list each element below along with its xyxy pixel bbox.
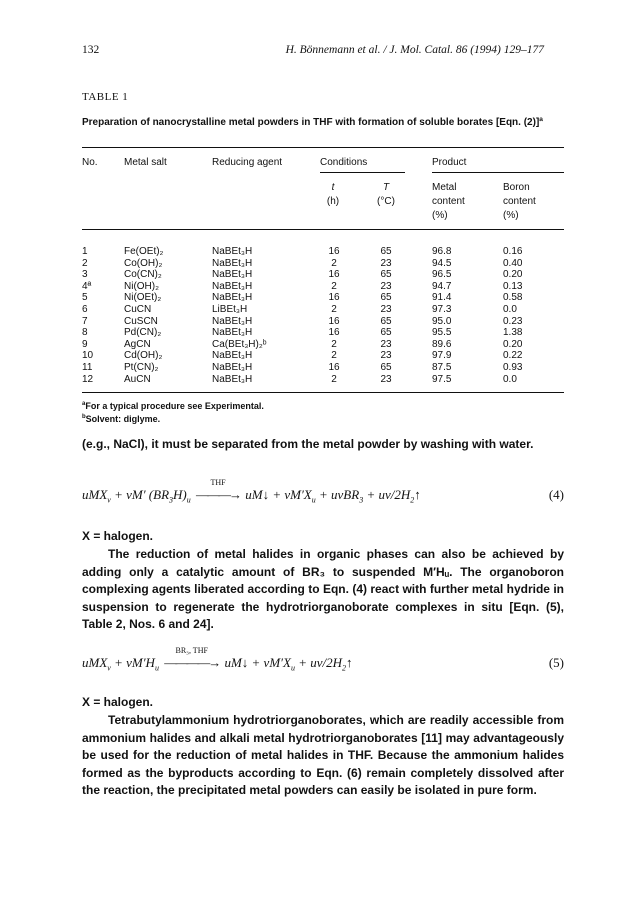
col-header-T: T bbox=[382, 182, 390, 193]
cell-no: 12 bbox=[82, 373, 94, 385]
col-header-T-unit: (°C) bbox=[377, 196, 395, 207]
table-caption: Preparation of nanocrystalline metal powders in THF with formation of soluble borates [Eqn. (2)]ª bbox=[82, 117, 543, 128]
cell-salt: Co(CN)₂ bbox=[124, 269, 162, 281]
cell-boron: 0.40 bbox=[503, 257, 523, 269]
table-row bbox=[82, 269, 564, 281]
cell-boron: 0.13 bbox=[503, 280, 523, 292]
cell-t: 16 bbox=[328, 361, 340, 373]
col-header-product: Product bbox=[432, 157, 467, 168]
running-title: H. Bönnemann et al. / J. Mol. Catal. 86 (1994) 129–177 bbox=[285, 44, 544, 56]
cell-no: 5 bbox=[82, 292, 88, 304]
cell-agent: NaBEt₃H bbox=[212, 373, 253, 385]
cell-metal: 97.9 bbox=[432, 350, 452, 362]
equation-5: $uMX_v + vM'H_u$ BR₃, THF ————→ uM↓ + $vM'X_u$ + $uv/2H_2↑$ (5) bbox=[82, 646, 564, 673]
cell-salt: Cd(OH)₂ bbox=[124, 350, 163, 362]
cell-t: 2 bbox=[331, 257, 337, 269]
cell-metal: 91.4 bbox=[432, 292, 452, 304]
cell-boron: 0.23 bbox=[503, 315, 523, 327]
cell-metal: 89.6 bbox=[432, 338, 452, 350]
table-row bbox=[82, 350, 564, 362]
paragraph-1: (e.g., NaCl), it must be separated from the metal powder by washing with water. bbox=[82, 437, 534, 451]
cell-boron: 0.58 bbox=[503, 292, 523, 304]
table-row bbox=[82, 362, 564, 374]
conditions-subrule bbox=[320, 172, 405, 173]
cell-boron: 0.0 bbox=[503, 373, 517, 385]
halogen-note-2: X = halogen. bbox=[82, 695, 154, 709]
table-row bbox=[82, 281, 564, 293]
cell-boron: 0.93 bbox=[503, 361, 523, 373]
cell-no: 10 bbox=[82, 350, 94, 362]
cell-t: 2 bbox=[331, 303, 337, 315]
cell-T: 23 bbox=[380, 350, 392, 362]
cell-t: 16 bbox=[328, 269, 340, 281]
cell-t: 16 bbox=[328, 315, 340, 327]
equation-4: uMX$_v$ + vM′ $(BR_3H)_u$ THF ———→ uM↓ + $vM'X_u$ + uvBR$_3$ + $uv/2H_2↑$ (4) bbox=[82, 478, 564, 505]
product-subrule bbox=[432, 172, 564, 173]
col-header-metal: Metal bbox=[432, 182, 457, 193]
table-row bbox=[82, 258, 564, 270]
cell-metal: 95.5 bbox=[432, 327, 452, 339]
cell-salt: CuSCN bbox=[124, 315, 158, 327]
col-header-metal-unit: (%) bbox=[432, 210, 448, 221]
cell-no: 2 bbox=[82, 257, 88, 269]
cell-t: 2 bbox=[331, 350, 337, 362]
cell-t: 16 bbox=[328, 246, 340, 257]
table-label: TABLE 1 bbox=[82, 91, 129, 103]
cell-metal: 97.3 bbox=[432, 303, 452, 315]
cell-agent: Ca(BEt₃H)₂ᵇ bbox=[212, 338, 267, 350]
equation-4-number: (4) bbox=[548, 487, 564, 502]
cell-salt: Fe(OEt)₂ bbox=[124, 246, 164, 257]
cell-boron: 0.0 bbox=[503, 303, 517, 315]
cell-T: 65 bbox=[380, 361, 392, 373]
cell-boron: 0.22 bbox=[503, 350, 523, 362]
cell-metal: 87.5 bbox=[432, 361, 452, 373]
cell-agent: NaBEt₃H bbox=[212, 350, 253, 362]
cell-salt: AuCN bbox=[124, 373, 151, 385]
footnote-a-text: For a typical procedure see Experimental. bbox=[85, 401, 264, 411]
cell-metal: 94.5 bbox=[432, 257, 452, 269]
cell-boron: 0.20 bbox=[503, 338, 523, 350]
cell-t: 2 bbox=[331, 373, 337, 385]
col-header-t-unit: (h) bbox=[326, 196, 340, 207]
cell-no: 3 bbox=[82, 269, 88, 281]
cell-agent: NaBEt₃H bbox=[212, 327, 253, 339]
cell-agent: NaBEt₃H bbox=[212, 315, 253, 327]
col-header-metal-content: content bbox=[432, 196, 465, 207]
equation-5-number: (5) bbox=[548, 655, 564, 670]
col-header-t: t bbox=[331, 182, 335, 193]
cell-metal: 97.5 bbox=[432, 373, 452, 385]
cell-boron: 1.38 bbox=[503, 327, 523, 339]
cell-metal: 96.5 bbox=[432, 269, 452, 281]
col-header-reducing-agent: Reducing agent bbox=[212, 157, 283, 168]
cell-salt: Pt(CN)₂ bbox=[124, 361, 159, 373]
cell-T: 23 bbox=[380, 280, 392, 292]
table-top-rule bbox=[82, 147, 564, 148]
cell-no: 1 bbox=[82, 246, 88, 257]
equation-4-condition: THF bbox=[210, 478, 226, 487]
page-number: 132 bbox=[82, 44, 100, 56]
paragraph-2: The reduction of metal halides in organic phases can also be achieved by adding only a catalytic amount of BR₃ to suspended M′Hᵤ. The organoboron complexing agents liberated according to Eqn. (4) react with further metal hydride in suspension to regenerate the hydrotriorganoborate complexes in situ [Eqn. (5), Table 2, Nos. 6 and 24]. bbox=[82, 547, 564, 631]
cell-t: 16 bbox=[328, 327, 340, 339]
table-row bbox=[82, 246, 564, 258]
cell-no: 6 bbox=[82, 303, 88, 315]
cell-T: 65 bbox=[380, 246, 392, 257]
table-row bbox=[82, 292, 564, 304]
cell-metal: 96.8 bbox=[432, 246, 452, 257]
table-row bbox=[82, 374, 564, 386]
cell-T: 65 bbox=[380, 327, 392, 339]
cell-salt: Ni(OEt)₂ bbox=[124, 292, 162, 304]
cell-T: 23 bbox=[380, 338, 392, 350]
cell-no: 8 bbox=[82, 327, 88, 339]
footnote-a: $^a$For a typical procedure see Experimental. bbox=[82, 401, 264, 411]
col-header-boron: Boron bbox=[503, 182, 530, 193]
table-bottom-rule bbox=[82, 392, 564, 393]
table-header-rule bbox=[82, 229, 564, 230]
cell-no: 7 bbox=[82, 315, 88, 327]
cell-T: 23 bbox=[380, 373, 392, 385]
cell-t: 2 bbox=[331, 280, 337, 292]
cell-no: 4ª bbox=[82, 280, 92, 292]
equation-5-condition: BR₃, THF bbox=[175, 646, 208, 655]
col-header-metal-salt: Metal salt bbox=[124, 157, 167, 168]
footnote-b-text: Solvent: diglyme. bbox=[85, 414, 161, 424]
cell-T: 65 bbox=[380, 315, 392, 327]
col-header-no: No. bbox=[82, 157, 98, 168]
cell-agent: NaBEt₃H bbox=[212, 280, 253, 292]
cell-agent: NaBEt₃H bbox=[212, 246, 253, 257]
cell-agent: NaBEt₃H bbox=[212, 292, 253, 304]
table-row bbox=[82, 316, 564, 328]
cell-boron: 0.16 bbox=[503, 246, 523, 257]
cell-salt: Ni(OH)₂ bbox=[124, 280, 159, 292]
table-row bbox=[82, 304, 564, 316]
cell-t: 16 bbox=[328, 292, 340, 304]
cell-T: 23 bbox=[380, 303, 392, 315]
page-header bbox=[82, 44, 544, 56]
cell-salt: CuCN bbox=[124, 303, 152, 315]
cell-salt: AgCN bbox=[124, 338, 151, 350]
cell-no: 9 bbox=[82, 338, 88, 350]
cell-salt: Pd(CN)₂ bbox=[124, 327, 162, 339]
cell-agent: NaBEt₃H bbox=[212, 269, 253, 281]
cell-metal: 95.0 bbox=[432, 315, 452, 327]
cell-agent: NaBEt₃H bbox=[212, 257, 253, 269]
col-header-conditions: Conditions bbox=[320, 157, 368, 168]
table-row bbox=[82, 339, 564, 351]
cell-no: 11 bbox=[82, 361, 93, 373]
table-row bbox=[82, 327, 564, 339]
cell-metal: 94.7 bbox=[432, 280, 452, 292]
footnote-b: $^b$Solvent: diglyme. bbox=[82, 414, 161, 424]
cell-T: 65 bbox=[380, 269, 392, 281]
col-header-boron-content: content bbox=[503, 196, 536, 207]
col-header-boron-unit: (%) bbox=[503, 210, 519, 221]
cell-T: 23 bbox=[380, 257, 392, 269]
cell-boron: 0.20 bbox=[503, 269, 523, 281]
cell-t: 2 bbox=[331, 338, 337, 350]
table-body bbox=[82, 246, 564, 385]
halogen-note-1: X = halogen. bbox=[82, 529, 154, 543]
paragraph-3: Tetrabutylammonium hydrotriorganoborates, which are readily accessible from ammonium halides and alkali metal hydrotriorganoborates [11] may advantageously be used for the reduction of metal halides in THF. Because the ammonium halides formed as the byproducts according to Eqn. (6) remain completely dissolved after the reaction, the precipitated metal powders can easily be isolated in pure form. bbox=[82, 713, 564, 797]
cell-agent: NaBEt₃H bbox=[212, 361, 253, 373]
cell-salt: Co(OH)₂ bbox=[124, 257, 163, 269]
cell-agent: LiBEt₃H bbox=[212, 303, 248, 315]
cell-T: 65 bbox=[380, 292, 392, 304]
